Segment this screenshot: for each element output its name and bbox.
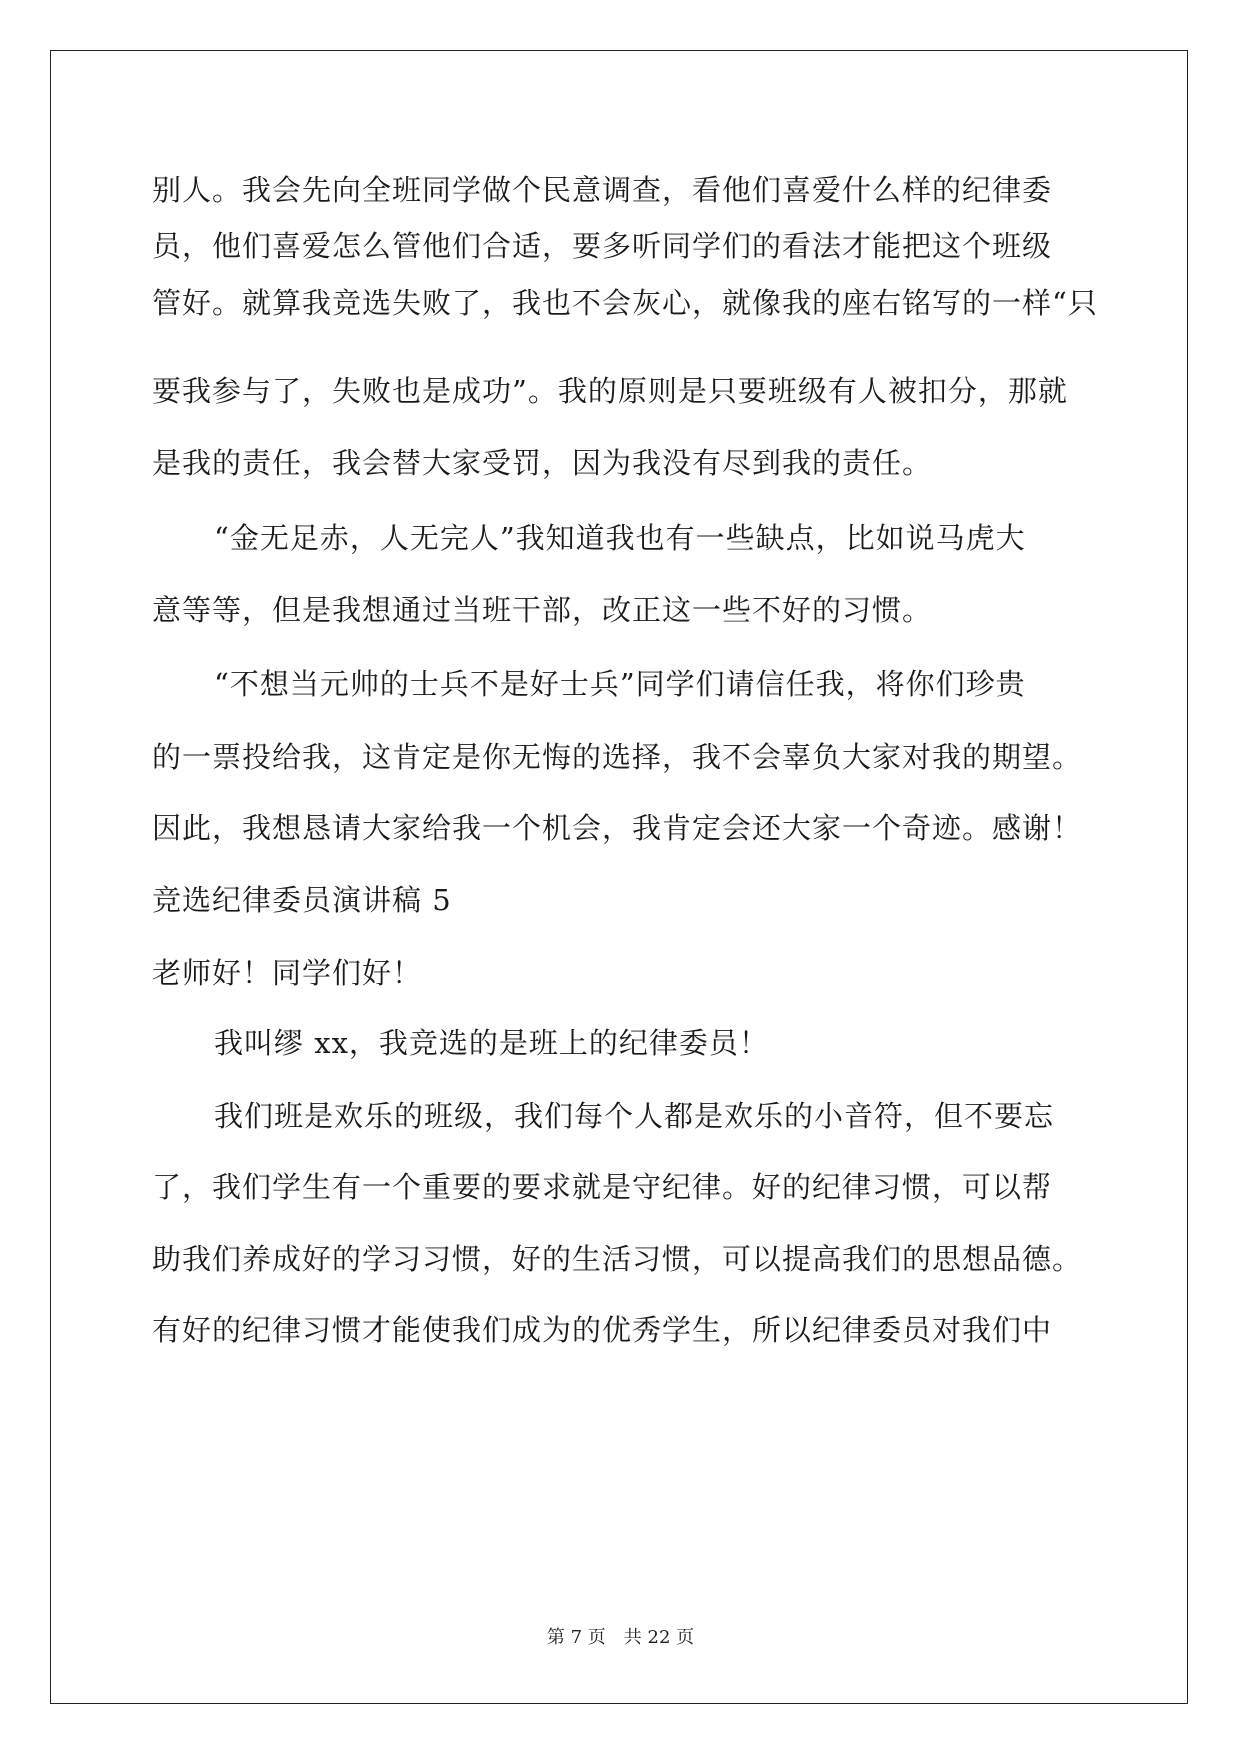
paragraph-start-line: 我叫缪 xx，我竞选的是班上的纪律委员！ [214, 1026, 769, 1060]
text-line: 助我们养成好的学习习惯，好的生活习惯，可以提高我们的思想品德。 [152, 1242, 1083, 1276]
text-line: 因此，我想恳请大家给我一个机会，我肯定会还大家一个奇迹。感谢！ [152, 811, 1083, 845]
paragraph-start-line: “金无足赤，人无完人”我知道我也有一些缺点，比如说马虎大 [214, 521, 1026, 555]
section-heading: 竞选纪律委员演讲稿 5 [152, 883, 452, 917]
text-line: 别人。我会先向全班同学做个民意调查，看他们喜爱什么样的纪律委 [152, 173, 1053, 207]
text-line: 有好的纪律习惯才能使我们成为的优秀学生，所以纪律委员对我们中 [152, 1313, 1053, 1347]
text-line: 要我参与了，失败也是成功”。我的原则是只要班级有人被扣分，那就 [152, 374, 1068, 408]
paragraph-start-line: 我们班是欢乐的班级，我们每个人都是欢乐的小音符，但不要忘 [214, 1099, 1055, 1133]
greeting-line: 老师好！同学们好！ [152, 956, 423, 990]
text-line: 是我的责任，我会替大家受罚，因为我没有尽到我的责任。 [152, 446, 933, 480]
text-line: 了，我们学生有一个重要的要求就是守纪律。好的纪律习惯，可以帮 [152, 1170, 1053, 1204]
page-number-footer: 第 7 页 共 22 页 [546, 1627, 695, 1648]
text-line: 意等等，但是我想通过当班干部，改正这一些不好的习惯。 [152, 593, 933, 627]
paragraph-start-line: “不想当元帅的士兵不是好士兵”同学们请信任我，将你们珍贵 [214, 667, 1026, 701]
text-line: 员，他们喜爱怎么管他们合适，要多听同学们的看法才能把这个班级 [152, 229, 1053, 263]
text-line: 管好。就算我竞选失败了，我也不会灰心，就像我的座右铭写的一样“只 [152, 286, 1098, 320]
text-line: 的一票投给我，这肯定是你无悔的选择，我不会辜负大家对我的期望。 [152, 740, 1083, 774]
